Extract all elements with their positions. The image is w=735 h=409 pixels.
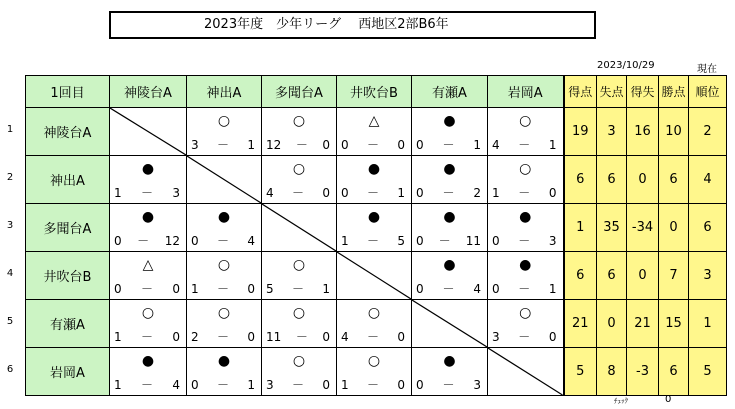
stat-goals-against: 3: [597, 108, 627, 156]
row-team-name: 有瀬A: [26, 300, 110, 348]
match-result-cell: [262, 300, 337, 348]
score-separator: －: [140, 330, 153, 344]
score-own: 3: [266, 378, 274, 392]
score-separator: －: [140, 378, 153, 392]
match-score: [492, 330, 557, 344]
score-separator: －: [442, 282, 455, 296]
score-separator: －: [518, 330, 531, 344]
table-row: [26, 108, 727, 156]
diagonal-line: [488, 348, 563, 395]
score-opponent: 1: [397, 186, 405, 200]
score-own: 0: [114, 234, 122, 248]
match-result-cell: [337, 204, 412, 252]
stat-header: 順位: [689, 76, 727, 108]
match-result-cell: [412, 108, 488, 156]
match-result-cell: [412, 252, 488, 300]
result-mark-icon: ●: [217, 209, 231, 225]
match-score: [492, 186, 557, 200]
match-result-cell: [110, 156, 187, 204]
match-score: [191, 282, 255, 296]
row-number: 5: [6, 316, 14, 327]
match-result-cell: [488, 108, 564, 156]
score-separator: －: [291, 186, 304, 200]
result-mark-icon: ○: [217, 113, 231, 129]
row-team-name: 神出A: [26, 156, 110, 204]
stat-goals-against: 0: [597, 300, 627, 348]
score-separator: －: [366, 186, 379, 200]
match-score: [266, 330, 330, 344]
score-opponent: 0: [548, 186, 557, 200]
result-mark-icon: ○: [519, 161, 532, 177]
result-mark-icon: ○: [292, 305, 306, 321]
score-own: 4: [492, 138, 500, 152]
stat-goals-for: 1: [564, 204, 597, 252]
diagonal-line: [412, 300, 487, 347]
result-mark-icon: ○: [519, 305, 532, 321]
score-separator: －: [518, 138, 531, 152]
result-mark-icon: ○: [217, 257, 231, 273]
match-score: [492, 234, 557, 248]
match-score: [114, 330, 180, 344]
match-score: [266, 282, 330, 296]
score-separator: －: [438, 234, 451, 248]
diagonal-line: [262, 204, 336, 251]
stat-points: 6: [659, 348, 689, 396]
score-separator: －: [291, 282, 304, 296]
stat-header: 失点: [597, 76, 627, 108]
score-opponent: 0: [548, 330, 557, 344]
score-separator: －: [216, 138, 229, 152]
score-own: 0: [492, 234, 500, 248]
score-opponent: 0: [247, 330, 255, 344]
stat-header: 得失: [627, 76, 659, 108]
match-score: [191, 378, 255, 392]
score-own: 0: [416, 234, 424, 248]
result-mark-icon: ●: [141, 209, 155, 225]
stat-rank: 5: [689, 348, 727, 396]
match-score: [191, 138, 255, 152]
score-own: 4: [341, 330, 349, 344]
score-opponent: 0: [397, 138, 405, 152]
score-opponent: 0: [322, 378, 330, 392]
result-mark-icon: ○: [292, 353, 306, 369]
result-mark-icon: ●: [141, 161, 155, 177]
score-opponent: 2: [473, 186, 481, 200]
score-opponent: 0: [172, 330, 180, 344]
score-own: 1: [191, 282, 199, 296]
table-row: [26, 252, 727, 300]
match-score: [341, 330, 405, 344]
column-team-header: 神陵台A: [110, 76, 187, 108]
score-opponent: 4: [172, 378, 180, 392]
stat-rank: 6: [689, 204, 727, 252]
match-result-cell: [488, 204, 564, 252]
stat-goals-against: 35: [597, 204, 627, 252]
match-score: [266, 138, 330, 152]
table-row: [26, 348, 727, 396]
stat-goals-for: 19: [564, 108, 597, 156]
score-own: 4: [266, 186, 274, 200]
self-match-cell: [488, 348, 564, 396]
match-result-cell: [488, 252, 564, 300]
score-separator: －: [518, 282, 531, 296]
score-own: 1: [341, 378, 349, 392]
result-mark-icon: ●: [443, 353, 456, 369]
stat-points: 7: [659, 252, 689, 300]
result-mark-icon: ●: [519, 209, 532, 225]
match-result-cell: [337, 156, 412, 204]
table-row: [26, 204, 727, 252]
match-score: [341, 186, 405, 200]
result-mark-icon: ○: [217, 305, 231, 321]
score-opponent: 3: [172, 186, 180, 200]
match-result-cell: [110, 348, 187, 396]
score-separator: －: [366, 378, 379, 392]
match-result-cell: [110, 204, 187, 252]
table-row: [26, 156, 727, 204]
score-opponent: 0: [322, 138, 330, 152]
score-opponent: 0: [172, 282, 180, 296]
score-opponent: 1: [247, 138, 255, 152]
match-result-cell: [412, 204, 488, 252]
stat-points: 0: [659, 204, 689, 252]
match-score: [191, 234, 255, 248]
score-separator: －: [366, 330, 379, 344]
result-mark-icon: ●: [217, 353, 231, 369]
match-result-cell: [262, 108, 337, 156]
match-result-cell: [337, 108, 412, 156]
stat-goal-difference: 0: [627, 156, 659, 204]
score-own: 0: [416, 138, 424, 152]
match-result-cell: [262, 252, 337, 300]
score-own: 0: [416, 282, 424, 296]
match-result-cell: [412, 156, 488, 204]
row-team-name: 井吹台B: [26, 252, 110, 300]
score-own: 0: [341, 186, 349, 200]
match-result-cell: [110, 300, 187, 348]
score-own: 0: [341, 138, 349, 152]
result-mark-icon: ○: [292, 113, 306, 129]
score-opponent: 4: [473, 282, 481, 296]
match-score: [114, 282, 180, 296]
score-separator: －: [442, 378, 455, 392]
match-score: [191, 330, 255, 344]
result-mark-icon: ○: [519, 113, 532, 129]
row-team-name: 神陵台A: [26, 108, 110, 156]
page-title: 2023年度 少年リーグ 西地区2部B6年: [109, 11, 596, 39]
match-result-cell: [337, 300, 412, 348]
score-own: 0: [492, 282, 500, 296]
diagonal-line: [337, 252, 411, 299]
column-team-header: 神出A: [187, 76, 262, 108]
header-row: [26, 76, 727, 108]
result-mark-icon: ●: [367, 209, 381, 225]
score-own: 0: [114, 282, 122, 296]
stat-rank: 2: [689, 108, 727, 156]
stat-goal-difference: -3: [627, 348, 659, 396]
check-value: 0: [665, 394, 672, 405]
stat-rank: 3: [689, 252, 727, 300]
score-separator: －: [295, 138, 308, 152]
row-number: 4: [6, 268, 14, 279]
result-mark-icon: ●: [443, 113, 456, 129]
stat-points: 10: [659, 108, 689, 156]
match-result-cell: [187, 252, 262, 300]
stat-rank: 4: [689, 156, 727, 204]
stat-points: 6: [659, 156, 689, 204]
score-own: 3: [492, 330, 500, 344]
check-label: ﾁｪｯｸ: [614, 397, 628, 405]
match-result-cell: [262, 156, 337, 204]
stat-goals-for: 5: [564, 348, 597, 396]
stat-goal-difference: 16: [627, 108, 659, 156]
result-mark-icon: ●: [443, 209, 456, 225]
score-opponent: 11: [465, 234, 481, 248]
row-number: 1: [6, 124, 14, 135]
match-score: [341, 234, 405, 248]
score-opponent: 0: [397, 330, 405, 344]
match-result-cell: [262, 348, 337, 396]
stat-goals-for: 21: [564, 300, 597, 348]
match-result-cell: [412, 348, 488, 396]
diagonal-line: [187, 156, 261, 203]
column-team-header: 井吹台B: [337, 76, 412, 108]
stat-goals-against: 6: [597, 156, 627, 204]
score-opponent: 12: [164, 234, 180, 248]
match-score: [341, 378, 405, 392]
score-separator: －: [291, 378, 304, 392]
score-own: 1: [114, 378, 122, 392]
as-of-label: 現在: [697, 64, 717, 75]
result-mark-icon: ●: [443, 257, 456, 273]
result-mark-icon: △: [368, 113, 380, 129]
score-separator: －: [366, 234, 379, 248]
score-own: 3: [191, 138, 199, 152]
row-team-name: 多聞台A: [26, 204, 110, 252]
score-own: 1: [114, 330, 122, 344]
score-opponent: 0: [247, 282, 255, 296]
score-own: 2: [191, 330, 199, 344]
score-separator: －: [442, 138, 455, 152]
score-separator: －: [366, 138, 379, 152]
score-opponent: 3: [473, 378, 481, 392]
score-separator: －: [216, 282, 229, 296]
stat-points: 15: [659, 300, 689, 348]
result-mark-icon: ●: [519, 257, 532, 273]
result-mark-icon: ●: [367, 161, 381, 177]
match-score: [416, 282, 481, 296]
score-own: 11: [266, 330, 282, 344]
diagonal-line: [110, 108, 186, 155]
score-opponent: 0: [322, 330, 330, 344]
match-result-cell: [488, 156, 564, 204]
score-own: 1: [492, 186, 500, 200]
row-number: 2: [6, 172, 14, 183]
result-mark-icon: ○: [292, 161, 306, 177]
result-mark-icon: △: [142, 257, 154, 273]
self-match-cell: [412, 300, 488, 348]
table-row: [26, 300, 727, 348]
match-score: [416, 234, 481, 248]
match-score: [114, 234, 180, 248]
match-result-cell: [110, 252, 187, 300]
stat-goals-against: 6: [597, 252, 627, 300]
stat-goals-for: 6: [564, 252, 597, 300]
score-opponent: 1: [548, 282, 557, 296]
score-opponent: 1: [322, 282, 330, 296]
match-score: [492, 282, 557, 296]
score-own: 5: [266, 282, 274, 296]
score-separator: －: [216, 234, 229, 248]
score-opponent: 0: [322, 186, 330, 200]
match-result-cell: [187, 300, 262, 348]
score-own: 1: [341, 234, 349, 248]
round-label: 1回目: [26, 76, 110, 108]
score-separator: －: [518, 234, 531, 248]
score-own: 1: [114, 186, 122, 200]
score-opponent: 1: [473, 138, 481, 152]
date-label: 2023/10/29: [597, 60, 655, 71]
match-score: [266, 378, 330, 392]
match-score: [114, 186, 180, 200]
match-score: [416, 138, 481, 152]
score-own: 12: [266, 138, 282, 152]
stat-goal-difference: -34: [627, 204, 659, 252]
score-own: 0: [191, 234, 199, 248]
stat-header: 勝点: [659, 76, 689, 108]
match-score: [114, 378, 180, 392]
score-opponent: 0: [397, 378, 405, 392]
self-match-cell: [187, 156, 262, 204]
result-mark-icon: ○: [367, 305, 381, 321]
stat-goals-against: 8: [597, 348, 627, 396]
row-number: 3: [6, 220, 14, 231]
result-mark-icon: ●: [443, 161, 456, 177]
result-mark-icon: ●: [141, 353, 155, 369]
score-opponent: 3: [548, 234, 557, 248]
score-opponent: 5: [397, 234, 405, 248]
stat-goal-difference: 21: [627, 300, 659, 348]
stat-rank: 1: [689, 300, 727, 348]
score-separator: －: [137, 234, 150, 248]
stat-goals-for: 6: [564, 156, 597, 204]
match-result-cell: [187, 204, 262, 252]
result-mark-icon: ○: [141, 305, 155, 321]
score-separator: －: [216, 378, 229, 392]
match-score: [416, 378, 481, 392]
column-team-header: 岩岡A: [488, 76, 564, 108]
match-score: [492, 138, 557, 152]
score-opponent: 1: [247, 378, 255, 392]
score-separator: －: [140, 186, 153, 200]
column-team-header: 有瀬A: [412, 76, 488, 108]
stat-goal-difference: 0: [627, 252, 659, 300]
score-own: 0: [416, 186, 424, 200]
match-score: [416, 186, 481, 200]
score-separator: －: [140, 282, 153, 296]
match-score: [341, 138, 405, 152]
stat-header: 得点: [564, 76, 597, 108]
row-team-name: 岩岡A: [26, 348, 110, 396]
match-result-cell: [488, 300, 564, 348]
score-separator: －: [295, 330, 308, 344]
league-table: [25, 75, 727, 396]
score-own: 0: [416, 378, 424, 392]
match-result-cell: [187, 108, 262, 156]
result-mark-icon: ○: [292, 257, 306, 273]
score-separator: －: [442, 186, 455, 200]
match-score: [266, 186, 330, 200]
match-result-cell: [187, 348, 262, 396]
score-opponent: 4: [247, 234, 255, 248]
self-match-cell: [262, 204, 337, 252]
self-match-cell: [337, 252, 412, 300]
row-number: 6: [6, 364, 14, 375]
score-own: 0: [191, 378, 199, 392]
score-separator: －: [518, 186, 531, 200]
score-opponent: 1: [548, 138, 557, 152]
column-team-header: 多聞台A: [262, 76, 337, 108]
match-result-cell: [337, 348, 412, 396]
result-mark-icon: ○: [367, 353, 381, 369]
score-separator: －: [216, 330, 229, 344]
self-match-cell: [110, 108, 187, 156]
